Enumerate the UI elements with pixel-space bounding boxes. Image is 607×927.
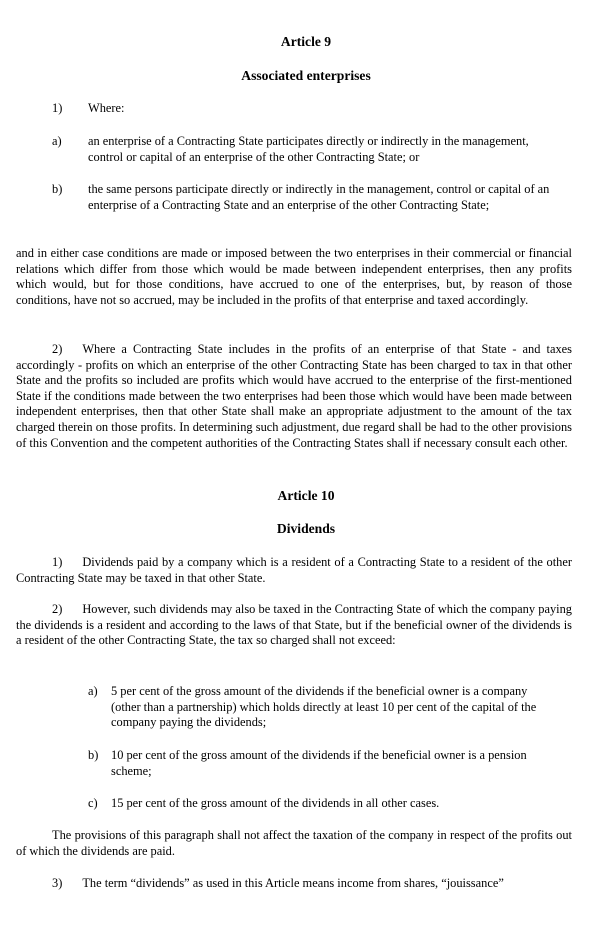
article-10-para-2-text: However, such dividends may also be taxed in the Contracting State of which the company paying the dividends is a resident and according to the laws of that State, but if the beneficial owner of the dividends is a resident of the other Contracting State, the tax so charged shall not exceed: bbox=[16, 602, 572, 648]
article-10-para-3-number: 3) bbox=[52, 876, 63, 890]
article-10-item-a-text: 5 per cent of the gross amount of the dividends if the beneficial owner is a company (other than a partnership) which holds directly at least 10 per cent of the capital of the company paying the dividends; bbox=[111, 684, 537, 730]
article-10-item-c-label: c) bbox=[88, 796, 98, 810]
article-9-subtitle: Associated enterprises bbox=[241, 68, 371, 83]
article-9-para-1-lead: Where: bbox=[88, 101, 125, 115]
article-10-para-2-tail-text: The provisions of this paragraph shall not affect the taxation of the company in respect of the profits out of which the dividends are paid. bbox=[16, 828, 572, 858]
article-9-para-1-tail: and in either case conditions are made or imposed between the two enterprises in their commercial or financial relations which differ from those which would be made between independent enterprises, then any profits which would, but for those conditions, have accrued to one of the enterprises, but, by reason of those conditions, have not so accrued, may be included in the profits of that enterprise and taxed accordingly. bbox=[16, 246, 572, 307]
article-9-item-a-label: a) bbox=[52, 134, 62, 148]
article-9-item-b-label: b) bbox=[52, 182, 63, 196]
article-10-title: Article 10 bbox=[277, 488, 335, 503]
article-10-subtitle: Dividends bbox=[276, 521, 336, 536]
article-10-item-a-label: a) bbox=[88, 684, 98, 698]
article-9-para-1-number: 1) bbox=[52, 101, 63, 115]
article-9-para-2-number: 2) bbox=[52, 342, 63, 356]
article-10-para-2-tail bbox=[16, 828, 572, 859]
article-10-para-3-text: The term “dividends” as used in this Article means income from shares, “jouissance” bbox=[82, 876, 504, 890]
article-10-item-b-label: b) bbox=[88, 748, 99, 762]
article-9-para-2-text: Where a Contracting State includes in the profits of an enterprise of that State - and taxes accordingly - profits on which an enterprise of the other Contracting State has been charged to tax in that other State and the profits so included are profits which would have accrued to the enterprise of the first-mentioned State if the conditions made between the two enterprises had been those which would have been made between independent enterprises, then that other State shall make an appropriate adjustment to the amount of the tax charged therein on those profits. In determining such adjustment, due regard shall be had to the other provisions of this Convention and the competent authorities of the Contracting States shall if necessary consult each other. bbox=[16, 342, 572, 450]
article-9-para-2 bbox=[16, 342, 572, 451]
article-10-para-1 bbox=[16, 555, 572, 586]
article-10-para-2 bbox=[16, 602, 572, 649]
article-9-title: Article 9 bbox=[280, 34, 332, 49]
article-9-item-b-text: the same persons participate directly or indirectly in the management, control or capital of an enterprise of a Contracting State and an enterprise of the other Contracting State; bbox=[88, 182, 550, 212]
article-9-item-a-text: an enterprise of a Contracting State participates directly or indirectly in the management, control or capital of an enterprise of the other Contracting State; or bbox=[88, 134, 529, 164]
article-10-item-c-text: 15 per cent of the gross amount of the dividends in all other cases. bbox=[111, 796, 440, 810]
article-10-para-1-number: 1) bbox=[52, 555, 63, 569]
article-10-para-2-number: 2) bbox=[52, 602, 63, 616]
article-10-item-b-text: 10 per cent of the gross amount of the dividends if the beneficial owner is a pension scheme; bbox=[111, 748, 527, 778]
article-10-para-3 bbox=[16, 876, 572, 892]
article-10-para-1-text: Dividends paid by a company which is a resident of a Contracting State to a resident of the other Contracting State may be taxed in that other State. bbox=[16, 555, 572, 585]
